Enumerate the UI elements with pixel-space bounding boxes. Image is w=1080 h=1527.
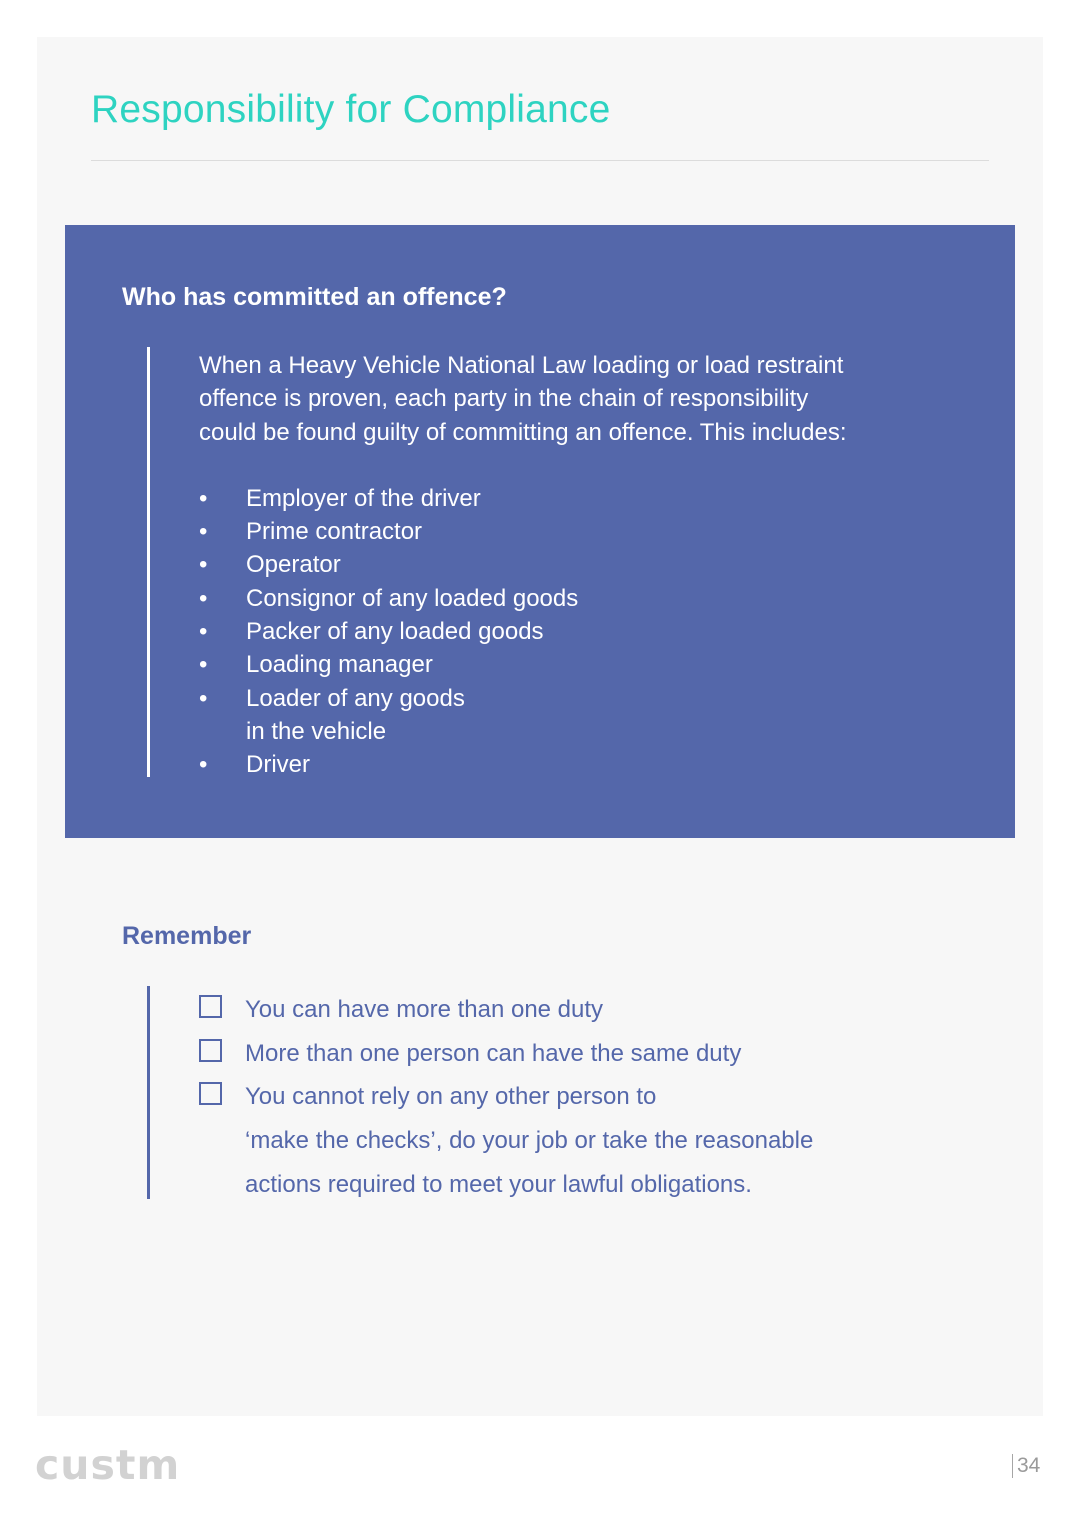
- bullet-icon: •: [199, 618, 208, 646]
- bullet-icon: •: [199, 584, 208, 612]
- callout-accent-bar: [147, 347, 150, 777]
- responsible-parties-list: [199, 482, 989, 782]
- list-item: [199, 482, 989, 515]
- list-item: [199, 515, 989, 548]
- bullet-icon: •: [199, 751, 208, 779]
- callout-intro: When a Heavy Vehicle National Law loading or load restraint offence is proven, each party in the chain of responsibility could be found guilty of committing an offence. This includes:: [199, 352, 847, 446]
- list-item-label: Loading manager: [246, 651, 433, 679]
- checklist-item: [198, 1075, 958, 1206]
- remember-checklist: [198, 988, 958, 1207]
- checkbox-icon: [199, 1039, 222, 1062]
- list-item-label: Operator: [246, 551, 341, 579]
- list-item-label: Loader of any goods in the vehicle: [246, 684, 465, 745]
- list-item: [199, 748, 989, 781]
- bullet-icon: •: [199, 551, 208, 579]
- checklist-item-label: You cannot rely on any other person to ‘make the checks’, do your job or take the reasonable actions required to meet your lawful obligations.: [245, 1083, 814, 1198]
- callout-heading: Who has committed an offence?: [122, 283, 507, 311]
- remember-heading: Remember: [122, 922, 252, 950]
- checklist-item: [198, 1032, 958, 1076]
- list-item-label: Packer of any loaded goods: [246, 618, 544, 646]
- checkbox-icon: [199, 995, 222, 1018]
- list-item: [199, 548, 989, 581]
- page-title: Responsibility for Compliance: [91, 88, 611, 131]
- list-item-label: Driver: [246, 751, 310, 779]
- bullet-icon: •: [199, 684, 208, 712]
- list-item-label: Consignor of any loaded goods: [246, 584, 579, 612]
- callout-body: [199, 349, 989, 782]
- bullet-icon: •: [199, 518, 208, 546]
- page-number: 34: [1012, 1454, 1040, 1478]
- bullet-icon: •: [199, 651, 208, 679]
- list-item: [199, 682, 989, 749]
- list-item: [199, 615, 989, 648]
- remember-accent-bar: [147, 986, 150, 1199]
- checkbox-icon: [199, 1082, 222, 1105]
- list-item: [199, 648, 989, 681]
- list-item: [199, 582, 989, 615]
- checklist-item-label: You can have more than one duty: [245, 996, 604, 1023]
- title-divider: [91, 160, 989, 161]
- list-item-label: Prime contractor: [246, 518, 423, 546]
- checklist-item: [198, 988, 958, 1032]
- list-item-label: Employer of the driver: [246, 484, 481, 512]
- custm-logo: custm: [35, 1441, 181, 1489]
- bullet-icon: •: [199, 484, 208, 512]
- offence-callout-box: [65, 225, 1015, 838]
- checklist-item-label: More than one person can have the same duty: [245, 1039, 742, 1067]
